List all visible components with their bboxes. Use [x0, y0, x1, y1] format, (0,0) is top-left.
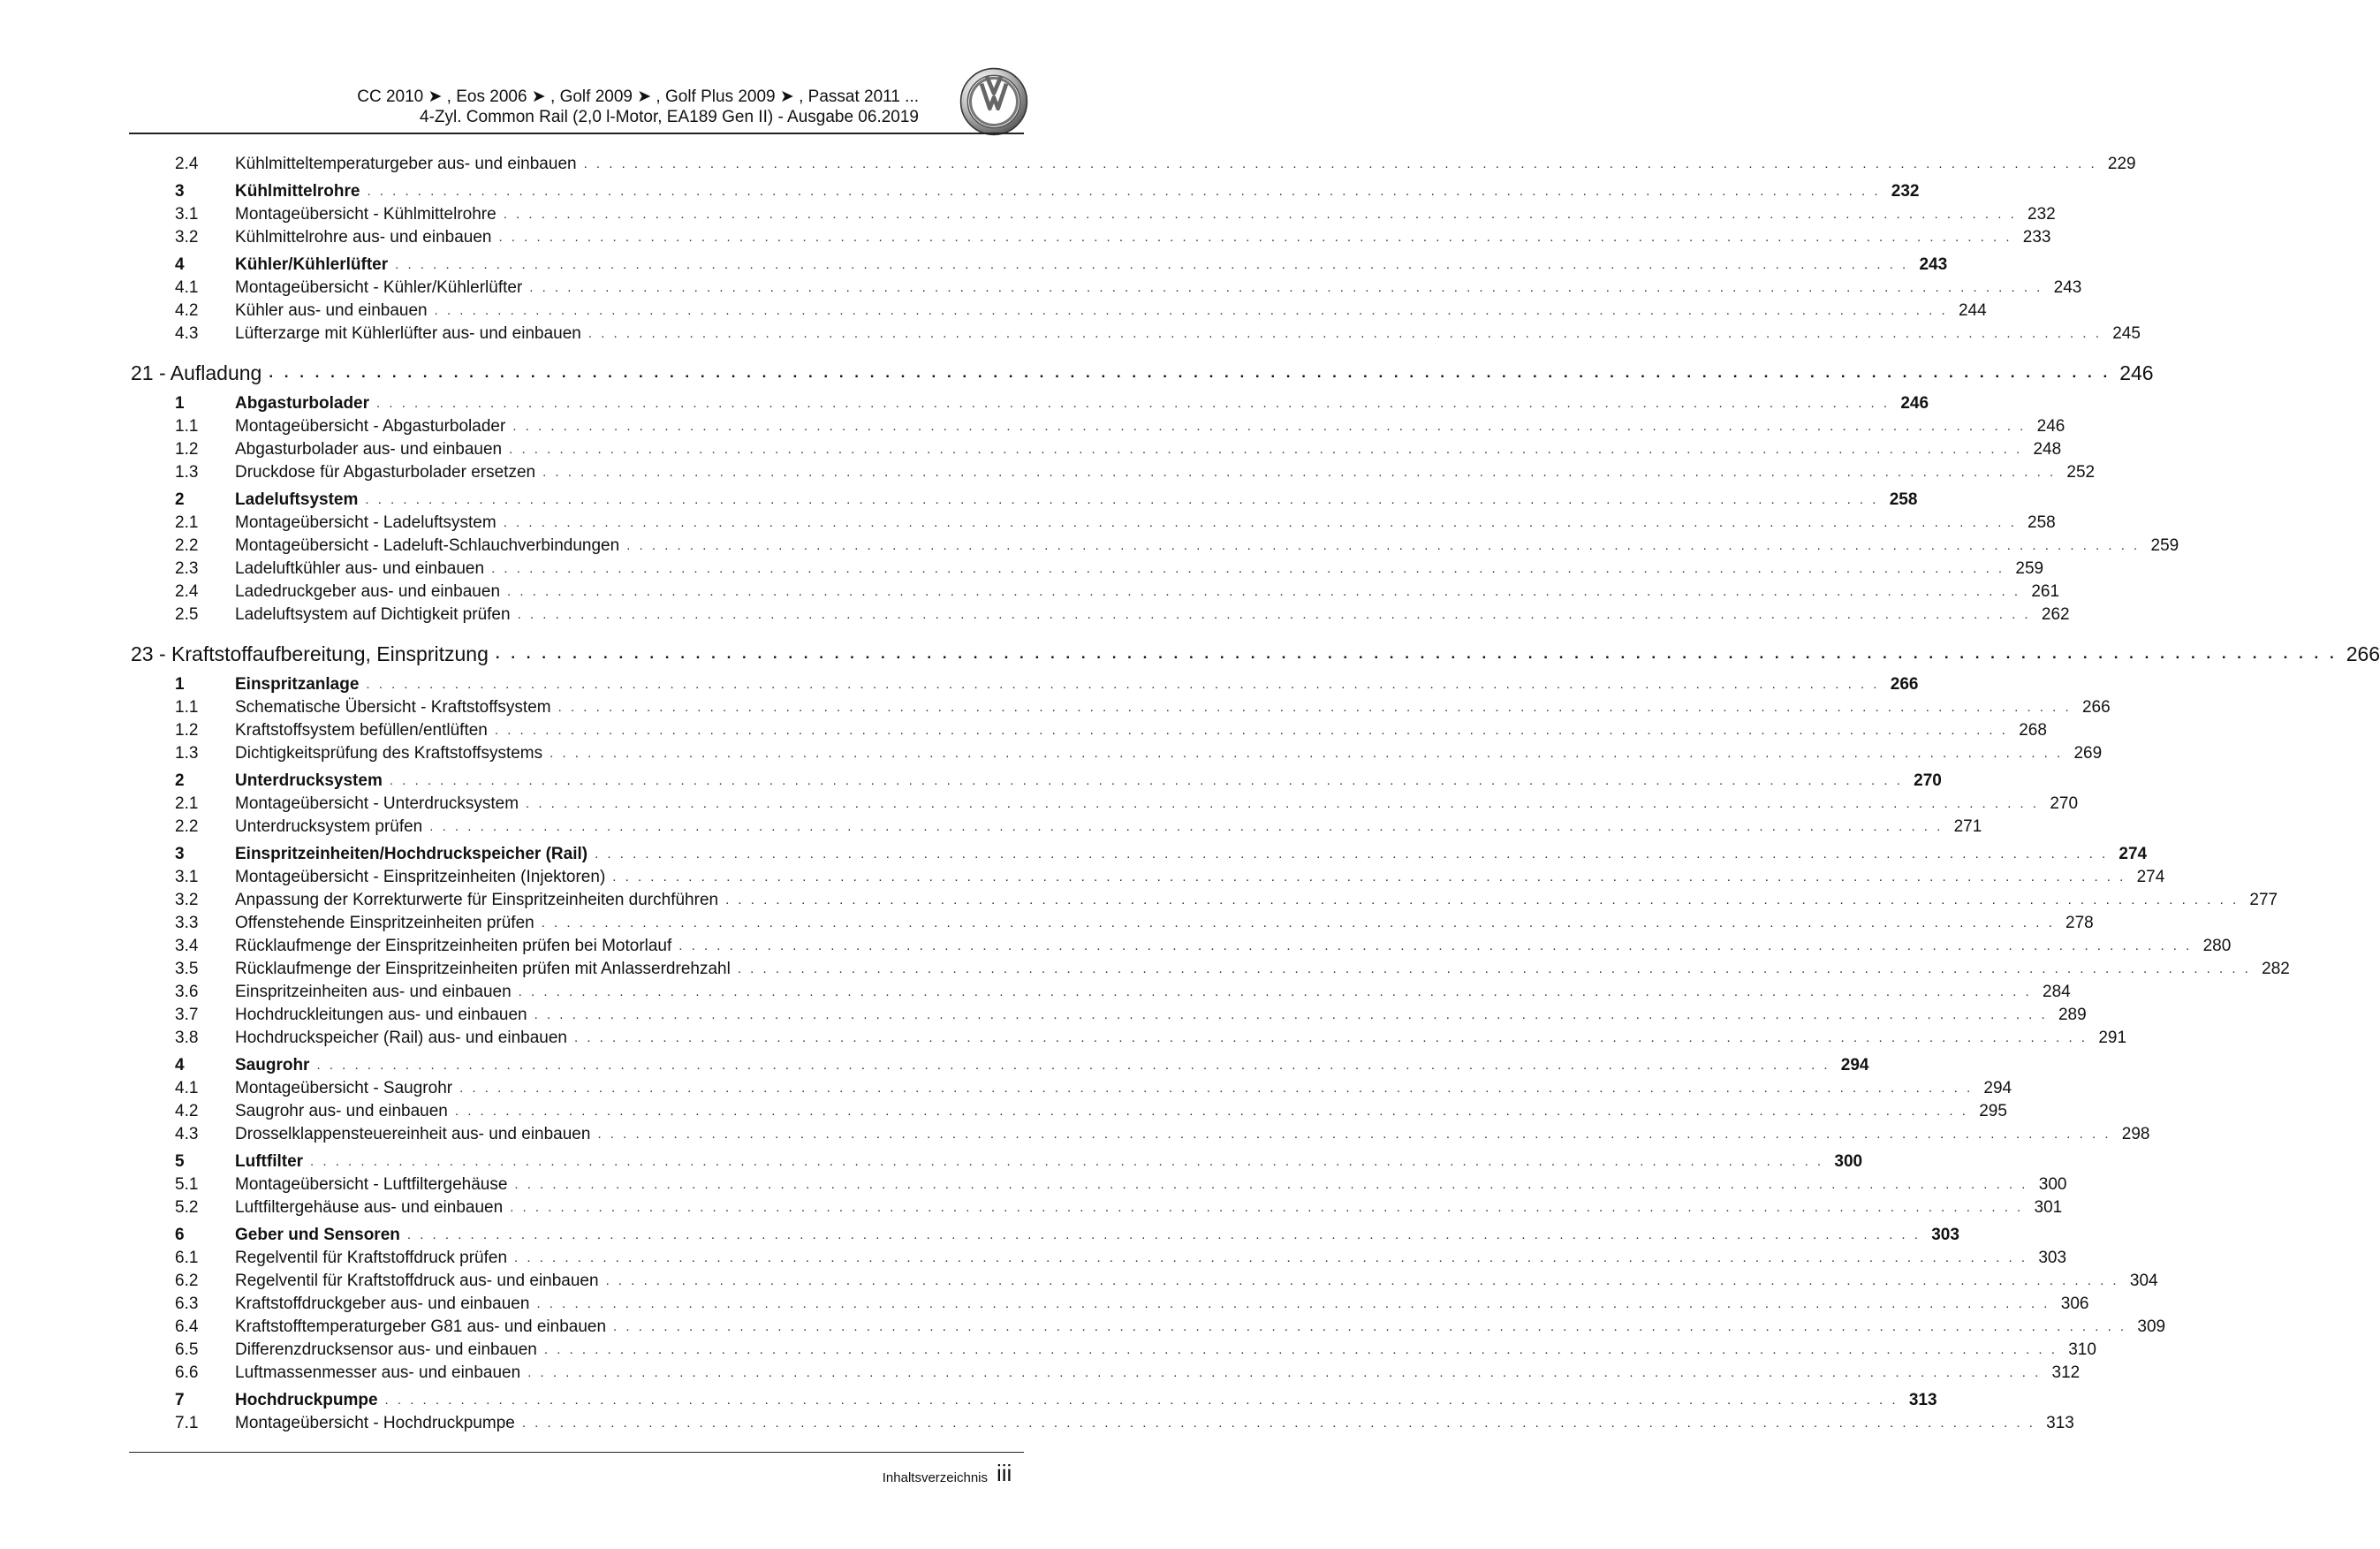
toc-title: Kraftstoffdruckgeber aus- und einbauen	[235, 1295, 530, 1313]
toc-section-row[interactable]	[131, 180, 1920, 203]
toc-number: 3.3	[175, 914, 199, 932]
toc-section-row[interactable]	[131, 1150, 1863, 1173]
toc-title: Kühlmittelrohre	[235, 182, 360, 201]
toc-title: Kühlmitteltemperaturgeber aus- und einbauen	[235, 155, 577, 173]
toc-page-number: 277	[2249, 891, 2278, 909]
toc-section-row[interactable]	[131, 254, 1948, 277]
toc-leader-dots: . . . . . . . . . . . . . . . . . . . . . . . . . . . . . . . . . . . . . . . . . . . . . . . . . . . . . . . . . . . . . . . . . . . . . . . . . . . . . . . . . . . . . . . . . . . . . . . . . . . . . . . . . . . . . . . . . . . . . . . .	[626, 538, 2141, 553]
toc-page-number: 269	[2073, 744, 2103, 763]
toc-page-number: 232	[2028, 205, 2056, 224]
header-divider	[129, 133, 1024, 134]
toc-page-number: 278	[2065, 914, 2094, 932]
toc-leader-dots: . . . . . . . . . . . . . . . . . . . . . . . . . . . . . . . . . . . . . . . . . . . . . . . . . . . . . . . . . . . . . . . . . . . . . . . . . . . . . . . . . . . . . . . . . . . . . . . . . . . . . . . . . . . . . . . . . . . . . . . .	[613, 1319, 2127, 1334]
toc-title: Druckdose für Abgasturbolader ersetzen	[235, 463, 536, 482]
toc-title: Kühler aus- und einbauen	[235, 301, 428, 320]
toc-title: Hochdruckspeicher (Rail) aus- und einbauen	[235, 1029, 567, 1047]
toc-row[interactable]	[131, 793, 2079, 816]
toc-page-number: 280	[2202, 937, 2232, 955]
toc-page-number: 300	[1834, 1152, 1863, 1171]
toc-leader-dots: . . . . . . . . . . . . . . . . . . . . . . . . . . . . . . . . . . . . . . . . . . . . . . . . . . . . . . . . . . . . . . . . . . . . . . . . . . . . . . . . . . . . . . . . . . . . . . . . . . . . . . . . . . . . . . . . . . . . . . . .	[678, 938, 2193, 953]
toc-row[interactable]	[131, 696, 2111, 719]
toc-row[interactable]	[131, 1004, 2087, 1027]
toc-number: 2.2	[175, 536, 199, 555]
toc-number: 2.1	[175, 513, 199, 532]
toc-page-number: 233	[2022, 228, 2051, 247]
toc-leader-dots: . . . . . . . . . . . . . . . . . . . . . . . . . . . . . . . . . . . . . . . . . . . . . . . . . . . . . . . . . . . . . . . . . . . . . . . . . . . . . . . . . . . . . . . . . . . . . . . . . . . . . . . . . . . . . . . . . . . . . . . .	[542, 465, 2057, 480]
toc-leader-dots: . . . . . . . . . . . . . . . . . . . . . . . . . . . . . . . . . . . . . . . . . . . . . . . . . . . . . . . . . . . . . . . . . . . . . . . . . . . . . . . . . . . . . . . . . . . . . . . . . . . . . . . . . . . . . . . . . . . . . . . .	[459, 1081, 1974, 1096]
toc-page-number: 268	[2019, 721, 2047, 740]
toc-title: Kühlmittelrohre aus- und einbauen	[235, 228, 492, 247]
toc-number: 1.1	[175, 417, 199, 436]
toc-row[interactable]	[131, 277, 2082, 300]
toc-number: 3.2	[175, 228, 199, 247]
toc-chapter-row[interactable]	[131, 639, 2380, 669]
toc-number: 2.4	[175, 155, 199, 173]
toc-leader-dots: . . . . . . . . . . . . . . . . . . . . . . . . . . . . . . . . . . . . . . . . . . . . . . . . . . . . . . . . . . . . . . . . . . . . . . . . . . . . . . . . . . . . . . . . . . . . . . . . . . . . . . . . . . . . . . . . . . . . . . . .	[543, 1342, 2058, 1357]
toc-leader-dots: . . . . . . . . . . . . . . . . . . . . . . . . . . . . . . . . . . . . . . . . . . . . . . . . . . . . . . . . . . . . . . . . . . . . . . . . . . . . . . . . . . . . . . . . . . . . . . . . . . . . . . . . . . . . . . . . . . . . . . . .	[573, 1030, 2088, 1045]
toc-page-number: 303	[2038, 1249, 2067, 1267]
toc-page-number: 266	[1890, 675, 1919, 694]
toc-leader-dots: . . . . . . . . . . . . . . . . . . . . . . . . . . . . . . . . . . . . . . . . . . . . . . . . . . . . . . . . . . . . . . . . . . . . . . . . . . . . . . . . . . . . . . . . . . . . . . . . . . . . . . . . . . . . . . . . . . . . . . . .	[557, 700, 2072, 715]
toc-page-number: 303	[1931, 1226, 1959, 1244]
toc-number: 2.4	[175, 582, 199, 601]
toc-title: Unterdrucksystem	[235, 771, 383, 790]
toc-title: Montageübersicht - Unterdrucksystem	[235, 794, 519, 813]
toc-leader-dots: . . . . . . . . . . . . . . . . . . . . . . . . . . . . . . . . . . . . . . . . . . . . . . . . . . . . . . . . . . . . . . . . . . . . . . . . . . . . . . . . . . . . . . . . . . . . . . . . . . . . . . . . . . . . . . . . . . . . . . . .	[595, 847, 2109, 862]
toc-title: Montageübersicht - Einspritzeinheiten (Injektoren)	[235, 868, 606, 886]
toc-page-number: 259	[2150, 536, 2179, 555]
toc-number: 5.1	[175, 1175, 199, 1194]
toc-number: 3	[175, 182, 185, 201]
toc-number: 6.2	[175, 1272, 199, 1290]
toc-number: 3.5	[175, 960, 199, 978]
toc-number: 4	[175, 255, 185, 274]
toc-row[interactable]	[131, 203, 2056, 226]
toc-page-number: 246	[1900, 394, 1929, 413]
toc-leader-dots: . . . . . . . . . . . . . . . . . . . . . . . . . . . . . . . . . . . . . . . . . . . . . . . . . . . . . . . . . . . . . . . . . . . . . . . . . . . . . . . . . . . . . . . . . . . . . . . . . . . . . . . . . . . . . . . . . . . . . . . .	[269, 364, 2111, 381]
toc-page-number: 309	[2137, 1317, 2166, 1336]
toc-row[interactable]	[131, 935, 2232, 958]
toc-leader-dots: . . . . . . . . . . . . . . . . . . . . . . . . . . . . . . . . . . . . . . . . . . . . . . . . . . . . . . . . . . . . . . . . . . . . . . . . . . . . . . . . . . . . . . . . . . . . . . . . . . . . . . . . . . . . . . . . . . . . . . . .	[406, 1227, 1921, 1242]
toc-title: Regelventil für Kraftstoffdruck prüfen	[235, 1249, 508, 1267]
toc-title: Unterdrucksystem prüfen	[235, 817, 423, 836]
toc-section-row[interactable]	[131, 392, 1929, 415]
toc-leader-dots: . . . . . . . . . . . . . . . . . . . . . . . . . . . . . . . . . . . . . . . . . . . . . . . . . . . . . . . . . . . . . . . . . . . . . . . . . . . . . . . . . . . . . . . . . . . . . . . . . . . . . . . . . . . . . . . . . . . . . . . .	[518, 984, 2032, 999]
toc-title: Saugrohr aus- und einbauen	[235, 1102, 448, 1120]
toc-leader-dots: . . . . . . . . . . . . . . . . . . . . . . . . . . . . . . . . . . . . . . . . . . . . . . . . . . . . . . . . . . . . . . . . . . . . . . . . . . . . . . . . . . . . . . . . . . . . . . . . . . . . . . . . . . . . . . . . . . . . . . . .	[454, 1104, 1968, 1119]
toc-title: Rücklaufmenge der Einspritzeinheiten prüfen mit Anlasserdrehzahl	[235, 960, 731, 978]
toc-leader-dots: . . . . . . . . . . . . . . . . . . . . . . . . . . . . . . . . . . . . . . . . . . . . . . . . . . . . . . . . . . . . . . . . . . . . . . . . . . . . . . . . . . . . . . . . . . . . . . . . . . . . . . . . . . . . . . . . . . . . . . . .	[507, 584, 2021, 599]
toc-number: 6.6	[175, 1363, 199, 1382]
toc-row[interactable]	[131, 558, 2044, 581]
toc-leader-dots: . . . . . . . . . . . . . . . . . . . . . . . . . . . . . . . . . . . . . . . . . . . . . . . . . . . . . . . . . . . . . . . . . . . . . . . . . . . . . . . . . . . . . . . . . . . . . . . . . . . . . . . . . . . . . . . . . . . . . . . .	[541, 915, 2055, 930]
toc-title: Geber und Sensoren	[235, 1226, 400, 1244]
footer-label: Inhaltsverzeichnis	[882, 1470, 988, 1485]
toc-page-number: 270	[1914, 771, 1942, 790]
toc-leader-dots: . . . . . . . . . . . . . . . . . . . . . . . . . . . . . . . . . . . . . . . . . . . . . . . . . . . . . . . . . . . . . . . . . . . . . . . . . . . . . . . . . . . . . . . . . . . . . . . . . . . . . . . . . . . . . . . . . . . . . . . .	[514, 1250, 2028, 1265]
toc-leader-dots: . . . . . . . . . . . . . . . . . . . . . . . . . . . . . . . . . . . . . . . . . . . . . . . . . . . . . . . . . . . . . . . . . . . . . . . . . . . . . . . . . . . . . . . . . . . . . . . . . . . . . . . . . . . . . . . . . . . . . . . .	[526, 796, 2040, 811]
toc-page-number: 258	[2028, 513, 2056, 532]
toc-leader-dots: . . . . . . . . . . . . . . . . . . . . . . . . . . . . . . . . . . . . . . . . . . . . . . . . . . . . . . . . . . . . . . . . . . . . . . . . . . . . . . . . . . . . . . . . . . . . . . . . . . . . . . . . . . . . . . . . . . . . . . . .	[527, 1365, 2042, 1380]
toc-row[interactable]	[131, 1412, 2074, 1435]
toc-number: 2.2	[175, 817, 199, 836]
toc-number: 4.1	[175, 1079, 199, 1097]
toc-row[interactable]	[131, 981, 2071, 1004]
toc-row[interactable]	[131, 415, 2065, 438]
toc-title: Drosselklappensteuereinheit aus- und einbauen	[235, 1125, 591, 1143]
toc-number: 2.1	[175, 794, 199, 813]
toc-page-number: 244	[1958, 301, 1987, 320]
toc-number: 1	[175, 394, 185, 413]
toc-page-number: 313	[1908, 1391, 1937, 1409]
toc-section-row[interactable]	[131, 770, 1942, 793]
toc-leader-dots: . . . . . . . . . . . . . . . . . . . . . . . . . . . . . . . . . . . . . . . . . . . . . . . . . . . . . . . . . . . . . . . . . . . . . . . . . . . . . . . . . . . . . . . . . . . . . . . . . . . . . . . . . . . . . . . . . . . . . . . .	[587, 326, 2102, 341]
footer-divider	[129, 1452, 1024, 1453]
toc-row[interactable]	[131, 1270, 2158, 1293]
toc-number: 3.6	[175, 983, 199, 1001]
toc-chapter-row[interactable]	[131, 358, 2154, 388]
toc-number: 4	[175, 1056, 185, 1074]
toc-title: Schematische Übersicht - Kraftstoffsystem	[235, 698, 551, 717]
toc-row[interactable]	[131, 1173, 2067, 1196]
toc-page-number: 274	[2136, 868, 2165, 886]
toc-number: 3.8	[175, 1029, 199, 1047]
toc-row[interactable]	[131, 1077, 2012, 1100]
toc-number: 4.2	[175, 1102, 199, 1120]
toc-page-number: 282	[2262, 960, 2290, 978]
toc-row[interactable]	[131, 438, 2062, 461]
toc-page-number: 298	[2121, 1125, 2150, 1143]
toc-leader-dots: . . . . . . . . . . . . . . . . . . . . . . . . . . . . . . . . . . . . . . . . . . . . . . . . . . . . . . . . . . . . . . . . . . . . . . . . . . . . . . . . . . . . . . . . . . . . . . . . . . . . . . . . . . . . . . . . . . . . . . . .	[517, 607, 2031, 622]
toc-title: Kühler/Kühlerlüfter	[235, 255, 389, 274]
toc-leader-dots: . . . . . . . . . . . . . . . . . . . . . . . . . . . . . . . . . . . . . . . . . . . . . . . . . . . . . . . . . . . . . . . . . . . . . . . . . . . . . . . . . . . . . . . . . . . . . . . . . . . . . . . . . . . . . . . . . . . . . . . .	[494, 723, 2008, 738]
toc-page-number: 243	[1919, 255, 1948, 274]
toc-leader-dots: . . . . . . . . . . . . . . . . . . . . . . . . . . . . . . . . . . . . . . . . . . . . . . . . . . . . . . . . . . . . . . . . . . . . . . . . . . . . . . . . . . . . . . . . . . . . . . . . . . . . . . . . . . . . . . . . . . . . . . . .	[376, 396, 1891, 411]
toc-leader-dots: . . . . . . . . . . . . . . . . . . . . . . . . . . . . . . . . . . . . . . . . . . . . . . . . . . . . . . . . . . . . . . . . . . . . . . . . . . . . . . . . . . . . . . . . . . . . . . . . . . . . . . . . . . . . . . . . . . . . . . . .	[434, 303, 1948, 318]
toc-leader-dots: . . . . . . . . . . . . . . . . . . . . . . . . . . . . . . . . . . . . . . . . . . . . . . . . . . . . . . . . . . . . . . . . . . . . . . . . . . . . . . . . . . . . . . . . . . . . . . . . . . . . . . . . . . . . . . . . . . . . . . . .	[725, 892, 2240, 907]
toc-page-number: 246	[2119, 361, 2154, 384]
toc-row[interactable]	[131, 581, 2060, 604]
toc-row[interactable]	[131, 1247, 2067, 1270]
toc-number: 4.1	[175, 278, 199, 297]
toc-title: Einspritzanlage	[235, 675, 360, 694]
toc-title: 23 - Kraftstoffaufbereitung, Einspritzung	[131, 642, 489, 665]
toc-title: Dichtigkeitsprüfung des Kraftstoffsystems	[235, 744, 543, 763]
toc-row[interactable]	[131, 889, 2278, 912]
toc-number: 2.5	[175, 605, 199, 624]
toc-page-number: 262	[2041, 605, 2070, 624]
toc-page-number: 284	[2043, 983, 2071, 1001]
toc-title: Regelventil für Kraftstoffdruck aus- und einbauen	[235, 1272, 599, 1290]
toc-title: Offenstehende Einspritzeinheiten prüfen	[235, 914, 534, 932]
toc-leader-dots: . . . . . . . . . . . . . . . . . . . . . . . . . . . . . . . . . . . . . . . . . . . . . . . . . . . . . . . . . . . . . . . . . . . . . . . . . . . . . . . . . . . . . . . . . . . . . . . . . . . . . . . . . . . . . . . . . . . . . . . .	[498, 230, 2012, 245]
toc-leader-dots: . . . . . . . . . . . . . . . . . . . . . . . . . . . . . . . . . . . . . . . . . . . . . . . . . . . . . . . . . . . . . . . . . . . . . . . . . . . . . . . . . . . . . . . . . . . . . . . . . . . . . . . . . . . . . . . . . . . . . . . .	[310, 1154, 1824, 1169]
toc-number: 6.3	[175, 1295, 199, 1313]
toc-leader-dots: . . . . . . . . . . . . . . . . . . . . . . . . . . . . . . . . . . . . . . . . . . . . . . . . . . . . . . . . . . . . . . . . . . . . . . . . . . . . . . . . . . . . . . . . . . . . . . . . . . . . . . . . . . . . . . . . . . . . . . . .	[384, 1393, 1899, 1408]
toc-title: Ladedruckgeber aus- und einbauen	[235, 582, 501, 601]
toc-section-row[interactable]	[131, 489, 1918, 512]
toc-row[interactable]	[131, 1123, 2150, 1146]
toc-leader-dots: . . . . . . . . . . . . . . . . . . . . . . . . . . . . . . . . . . . . . . . . . . . . . . . . . . . . . . . . . . . . . . . . . . . . . . . . . . . . . . . . . . . . . . . . . . . . . . . . . . . . . . . . . . . . . . . . . . . . . . . .	[366, 677, 1880, 692]
toc-row[interactable]	[131, 226, 2051, 249]
table-of-contents	[131, 153, 2380, 1435]
toc-row[interactable]	[131, 866, 2165, 889]
toc-leader-dots: . . . . . . . . . . . . . . . . . . . . . . . . . . . . . . . . . . . . . . . . . . . . . . . . . . . . . . . . . . . . . . . . . . . . . . . . . . . . . . . . . . . . . . . . . . . . . . . . . . . . . . . . . . . . . . . . . . . . . . . .	[534, 1007, 2048, 1022]
toc-leader-dots: . . . . . . . . . . . . . . . . . . . . . . . . . . . . . . . . . . . . . . . . . . . . . . . . . . . . . . . . . . . . . . . . . . . . . . . . . . . . . . . . . . . . . . . . . . . . . . . . . . . . . . . . . . . . . . . . . . . . . . . .	[510, 1200, 2024, 1215]
toc-row[interactable]	[131, 1293, 2089, 1316]
toc-page-number: 304	[2129, 1272, 2158, 1290]
toc-title: Montageübersicht - Abgasturbolader	[235, 417, 506, 436]
toc-number: 1.2	[175, 440, 199, 459]
toc-page-number: 301	[2034, 1198, 2063, 1217]
toc-number: 1.1	[175, 698, 199, 717]
toc-title: Montageübersicht - Hochdruckpumpe	[235, 1414, 515, 1432]
toc-page-number: 313	[2046, 1414, 2074, 1432]
toc-title: Kraftstofftemperaturgeber G81 aus- und einbauen	[235, 1317, 607, 1336]
toc-section-row[interactable]	[131, 673, 1919, 696]
toc-page-number: 294	[1840, 1056, 1869, 1074]
toc-page-number: 289	[2058, 1006, 2087, 1024]
toc-number: 4.3	[175, 1125, 199, 1143]
toc-number: 6.5	[175, 1340, 199, 1359]
toc-number: 6	[175, 1226, 185, 1244]
toc-number: 1	[175, 675, 185, 694]
toc-number: 3.1	[175, 868, 199, 886]
toc-row[interactable]	[131, 323, 2141, 345]
toc-page-number: 259	[2015, 559, 2044, 578]
toc-leader-dots: . . . . . . . . . . . . . . . . . . . . . . . . . . . . . . . . . . . . . . . . . . . . . . . . . . . . . . . . . . . . . . . . . . . . . . . . . . . . . . . . . . . . . . . . . . . . . . . . . . . . . . . . . . . . . . . . . . . . . . . .	[389, 773, 1903, 788]
toc-number: 1.3	[175, 744, 199, 763]
toc-leader-dots: . . . . . . . . . . . . . . . . . . . . . . . . . . . . . . . . . . . . . . . . . . . . . . . . . . . . . . . . . . . . . . . . . . . . . . . . . . . . . . . . . . . . . . . . . . . . . . . . . . . . . . . . . . . . . . . . . . . . . . . .	[583, 156, 2097, 171]
toc-number: 7	[175, 1391, 185, 1409]
toc-title: Hochdruckpumpe	[235, 1391, 378, 1409]
header-engine: 4-Zyl. Common Rail (2,0 l-Motor, EA189 Gen II) - Ausgabe 06.2019	[420, 108, 919, 126]
toc-number: 1.2	[175, 721, 199, 740]
toc-row[interactable]	[131, 1316, 2166, 1339]
toc-row[interactable]	[131, 816, 1982, 839]
toc-row[interactable]	[131, 300, 1987, 323]
toc-leader-dots: . . . . . . . . . . . . . . . . . . . . . . . . . . . . . . . . . . . . . . . . . . . . . . . . . . . . . . . . . . . . . . . . . . . . . . . . . . . . . . . . . . . . . . . . . . . . . . . . . . . . . . . . . . . . . . . . . . . . . . . .	[316, 1058, 1830, 1073]
toc-page-number: 306	[2060, 1295, 2089, 1313]
toc-page-number: 291	[2098, 1029, 2127, 1047]
toc-title: Einspritzeinheiten aus- und einbauen	[235, 983, 512, 1001]
toc-number: 5	[175, 1152, 185, 1171]
toc-page-number: 266	[2346, 642, 2380, 665]
toc-page-number: 248	[2033, 440, 2062, 459]
toc-leader-dots: . . . . . . . . . . . . . . . . . . . . . . . . . . . . . . . . . . . . . . . . . . . . . . . . . . . . . . . . . . . . . . . . . . . . . . . . . . . . . . . . . . . . . . . . . . . . . . . . . . . . . . . . . . . . . . . . . . . . . . . .	[536, 1296, 2050, 1311]
toc-title: Lüfterzarge mit Kühlerlüfter aus- und einbauen	[235, 324, 581, 343]
toc-leader-dots: . . . . . . . . . . . . . . . . . . . . . . . . . . . . . . . . . . . . . . . . . . . . . . . . . . . . . . . . . . . . . . . . . . . . . . . . . . . . . . . . . . . . . . . . . . . . . . . . . . . . . . . . . . . . . . . . . . . . . . . .	[503, 207, 2017, 222]
toc-page-number: 274	[2119, 845, 2148, 863]
toc-page-number: 266	[2081, 698, 2111, 717]
toc-section-row[interactable]	[131, 843, 2148, 866]
toc-title: Rücklaufmenge der Einspritzeinheiten prüfen bei Motorlauf	[235, 937, 672, 955]
toc-section-row[interactable]	[131, 1224, 1959, 1247]
toc-title: Luftfiltergehäuse aus- und einbauen	[235, 1198, 504, 1217]
toc-title: Einspritzeinheiten/Hochdruckspeicher (Rail)	[235, 845, 588, 863]
toc-title: Montageübersicht - Kühler/Kühlerlüfter	[235, 278, 523, 297]
toc-row[interactable]	[131, 153, 2136, 176]
page-header	[357, 87, 919, 127]
toc-leader-dots: . . . . . . . . . . . . . . . . . . . . . . . . . . . . . . . . . . . . . . . . . . . . . . . . . . . . . . . . . . . . . . . . . . . . . . . . . . . . . . . . . . . . . . . . . . . . . . . . . . . . . . . . . . . . . . . . . . . . . . . .	[512, 419, 2027, 434]
toc-title: Ladeluftkühler aus- und einbauen	[235, 559, 485, 578]
toc-page-number: 271	[1953, 817, 1982, 836]
toc-title: Montageübersicht - Kühlmittelrohre	[235, 205, 496, 224]
toc-row[interactable]	[131, 1362, 2081, 1385]
toc-number: 6.1	[175, 1249, 199, 1267]
toc-leader-dots: . . . . . . . . . . . . . . . . . . . . . . . . . . . . . . . . . . . . . . . . . . . . . . . . . . . . . . . . . . . . . . . . . . . . . . . . . . . . . . . . . . . . . . . . . . . . . . . . . . . . . . . . . . . . . . . . . . . . . . . .	[605, 1273, 2119, 1288]
header-models: CC 2010 ➤ , Eos 2006 ➤ , Golf 2009 ➤ , Golf Plus 2009 ➤ , Passat 2011 ...	[357, 87, 919, 106]
toc-title: Abgasturbolader aus- und einbauen	[235, 440, 503, 459]
toc-row[interactable]	[131, 1196, 2063, 1219]
toc-title: Luftfilter	[235, 1152, 304, 1171]
toc-title: Abgasturbolader	[235, 394, 370, 413]
toc-number: 5.2	[175, 1198, 199, 1217]
toc-row[interactable]	[131, 1027, 2127, 1050]
footer-page-number: iii	[997, 1460, 1012, 1486]
toc-leader-dots: . . . . . . . . . . . . . . . . . . . . . . . . . . . . . . . . . . . . . . . . . . . . . . . . . . . . . . . . . . . . . . . . . . . . . . . . . . . . . . . . . . . . . . . . . . . . . . . . . . . . . . . . . . . . . . . . . . . . . . . .	[521, 1416, 2035, 1431]
toc-page-number: 300	[2038, 1175, 2067, 1194]
toc-row[interactable]	[131, 742, 2103, 765]
toc-title: Hochdruckleitungen aus- und einbauen	[235, 1006, 527, 1024]
toc-leader-dots: . . . . . . . . . . . . . . . . . . . . . . . . . . . . . . . . . . . . . . . . . . . . . . . . . . . . . . . . . . . . . . . . . . . . . . . . . . . . . . . . . . . . . . . . . . . . . . . . . . . . . . . . . . . . . . . . . . . . . . . .	[367, 184, 1881, 199]
toc-leader-dots: . . . . . . . . . . . . . . . . . . . . . . . . . . . . . . . . . . . . . . . . . . . . . . . . . . . . . . . . . . . . . . . . . . . . . . . . . . . . . . . . . . . . . . . . . . . . . . . . . . . . . . . . . . . . . . . . . . . . . . . .	[514, 1177, 2028, 1192]
toc-leader-dots: . . . . . . . . . . . . . . . . . . . . . . . . . . . . . . . . . . . . . . . . . . . . . . . . . . . . . . . . . . . . . . . . . . . . . . . . . . . . . . . . . . . . . . . . . . . . . . . . . . . . . . . . . . . . . . . . . . . . . . . .	[503, 515, 2017, 530]
toc-page-number: 229	[2107, 155, 2136, 173]
toc-title: Montageübersicht - Luftfiltergehäuse	[235, 1175, 508, 1194]
toc-page-number: 261	[2031, 582, 2060, 601]
toc-page-number: 295	[1979, 1102, 2007, 1120]
toc-leader-dots: . . . . . . . . . . . . . . . . . . . . . . . . . . . . . . . . . . . . . . . . . . . . . . . . . . . . . . . . . . . . . . . . . . . . . . . . . . . . . . . . . . . . . . . . . . . . . . . . . . . . . . . . . . . . . . . . . . . . . . . .	[737, 961, 2251, 976]
toc-title: Montageübersicht - Ladeluftsystem	[235, 513, 496, 532]
toc-row[interactable]	[131, 1339, 2096, 1362]
toc-leader-dots: . . . . . . . . . . . . . . . . . . . . . . . . . . . . . . . . . . . . . . . . . . . . . . . . . . . . . . . . . . . . . . . . . . . . . . . . . . . . . . . . . . . . . . . . . . . . . . . . . . . . . . . . . . . . . . . . . . . . . . . .	[597, 1127, 2111, 1142]
toc-section-row[interactable]	[131, 1054, 1869, 1077]
toc-page-number: 312	[2051, 1363, 2081, 1382]
toc-number: 3	[175, 845, 185, 863]
toc-row[interactable]	[131, 912, 2094, 935]
toc-leader-dots: . . . . . . . . . . . . . . . . . . . . . . . . . . . . . . . . . . . . . . . . . . . . . . . . . . . . . . . . . . . . . . . . . . . . . . . . . . . . . . . . . . . . . . . . . . . . . . . . . . . . . . . . . . . . . . . . . . . . . . . .	[550, 746, 2064, 761]
toc-title: Montageübersicht - Ladeluft-Schlauchverbindungen	[235, 536, 620, 555]
toc-page-number: 252	[2066, 463, 2096, 482]
toc-leader-dots: . . . . . . . . . . . . . . . . . . . . . . . . . . . . . . . . . . . . . . . . . . . . . . . . . . . . . . . . . . . . . . . . . . . . . . . . . . . . . . . . . . . . . . . . . . . . . . . . . . . . . . . . . . . . . . . . . . . . . . . .	[395, 257, 1909, 272]
toc-title: Saugrohr	[235, 1056, 310, 1074]
toc-section-row[interactable]	[131, 1389, 1937, 1412]
toc-number: 6.4	[175, 1317, 199, 1336]
toc-page-number: 232	[1891, 182, 1920, 201]
toc-title: Montageübersicht - Saugrohr	[235, 1079, 453, 1097]
toc-title: Anpassung der Korrekturwerte für Einspritzeinheiten durchführen	[235, 891, 719, 909]
toc-leader-dots: . . . . . . . . . . . . . . . . . . . . . . . . . . . . . . . . . . . . . . . . . . . . . . . . . . . . . . . . . . . . . . . . . . . . . . . . . . . . . . . . . . . . . . . . . . . . . . . . . . . . . . . . . . . . . . . . . . . . . . . .	[509, 442, 2023, 457]
toc-leader-dots: . . . . . . . . . . . . . . . . . . . . . . . . . . . . . . . . . . . . . . . . . . . . . . . . . . . . . . . . . . . . . . . . . . . . . . . . . . . . . . . . . . . . . . . . . . . . . . . . . . . . . . . . . . . . . . . . . . . . . . . .	[365, 492, 1879, 507]
toc-title: Differenzdrucksensor aus- und einbauen	[235, 1340, 537, 1359]
toc-number: 3.1	[175, 205, 199, 224]
toc-number: 4.2	[175, 301, 199, 320]
toc-page-number: 245	[2112, 324, 2141, 343]
toc-page-number: 310	[2068, 1340, 2096, 1359]
toc-leader-dots: . . . . . . . . . . . . . . . . . . . . . . . . . . . . . . . . . . . . . . . . . . . . . . . . . . . . . . . . . . . . . . . . . . . . . . . . . . . . . . . . . . . . . . . . . . . . . . . . . . . . . . . . . . . . . . . . . . . . . . . .	[429, 819, 1944, 834]
toc-number: 2	[175, 490, 185, 509]
toc-leader-dots: . . . . . . . . . . . . . . . . . . . . . . . . . . . . . . . . . . . . . . . . . . . . . . . . . . . . . . . . . . . . . . . . . . . . . . . . . . . . . . . . . . . . . . . . . . . . . . . . . . . . . . . . . . . . . . . . . . . . . . . .	[529, 280, 2043, 295]
toc-number: 3.4	[175, 937, 199, 955]
toc-title: Kraftstoffsystem befüllen/entlüften	[235, 721, 488, 740]
toc-number: 4.3	[175, 324, 199, 343]
toc-leader-dots: . . . . . . . . . . . . . . . . . . . . . . . . . . . . . . . . . . . . . . . . . . . . . . . . . . . . . . . . . . . . . . . . . . . . . . . . . . . . . . . . . . . . . . . . . . . . . . . . . . . . . . . . . . . . . . . . . . . . . . . .	[612, 869, 2126, 885]
toc-number: 7.1	[175, 1414, 199, 1432]
toc-leader-dots: . . . . . . . . . . . . . . . . . . . . . . . . . . . . . . . . . . . . . . . . . . . . . . . . . . . . . . . . . . . . . . . . . . . . . . . . . . . . . . . . . . . . . . . . . . . . . . . . . . . . . . . . . . . . . . . . . . . . . . . .	[495, 645, 2338, 662]
toc-page-number: 294	[1983, 1079, 2012, 1097]
toc-page-number: 243	[2053, 278, 2082, 297]
toc-number: 2.3	[175, 559, 199, 578]
toc-row[interactable]	[131, 512, 2056, 535]
toc-title: 21 - Aufladung	[131, 361, 262, 384]
toc-row[interactable]	[131, 1100, 2007, 1123]
toc-row[interactable]	[131, 719, 2047, 742]
toc-page-number: 246	[2036, 417, 2065, 436]
toc-row[interactable]	[131, 461, 2096, 484]
toc-row[interactable]	[131, 604, 2070, 626]
toc-title: Luftmassenmesser aus- und einbauen	[235, 1363, 521, 1382]
toc-page-number: 258	[1889, 490, 1918, 509]
toc-number: 2	[175, 771, 185, 790]
toc-row[interactable]	[131, 958, 2290, 981]
toc-title: Ladeluftsystem auf Dichtigkeit prüfen	[235, 605, 511, 624]
toc-title: Ladeluftsystem	[235, 490, 359, 509]
vw-logo-icon	[959, 67, 1028, 136]
toc-page-number: 270	[2050, 794, 2079, 813]
toc-number: 3.7	[175, 1006, 199, 1024]
toc-leader-dots: . . . . . . . . . . . . . . . . . . . . . . . . . . . . . . . . . . . . . . . . . . . . . . . . . . . . . . . . . . . . . . . . . . . . . . . . . . . . . . . . . . . . . . . . . . . . . . . . . . . . . . . . . . . . . . . . . . . . . . . .	[491, 561, 2005, 576]
toc-number: 1.3	[175, 463, 199, 482]
toc-row[interactable]	[131, 535, 2179, 558]
toc-number: 3.2	[175, 891, 199, 909]
